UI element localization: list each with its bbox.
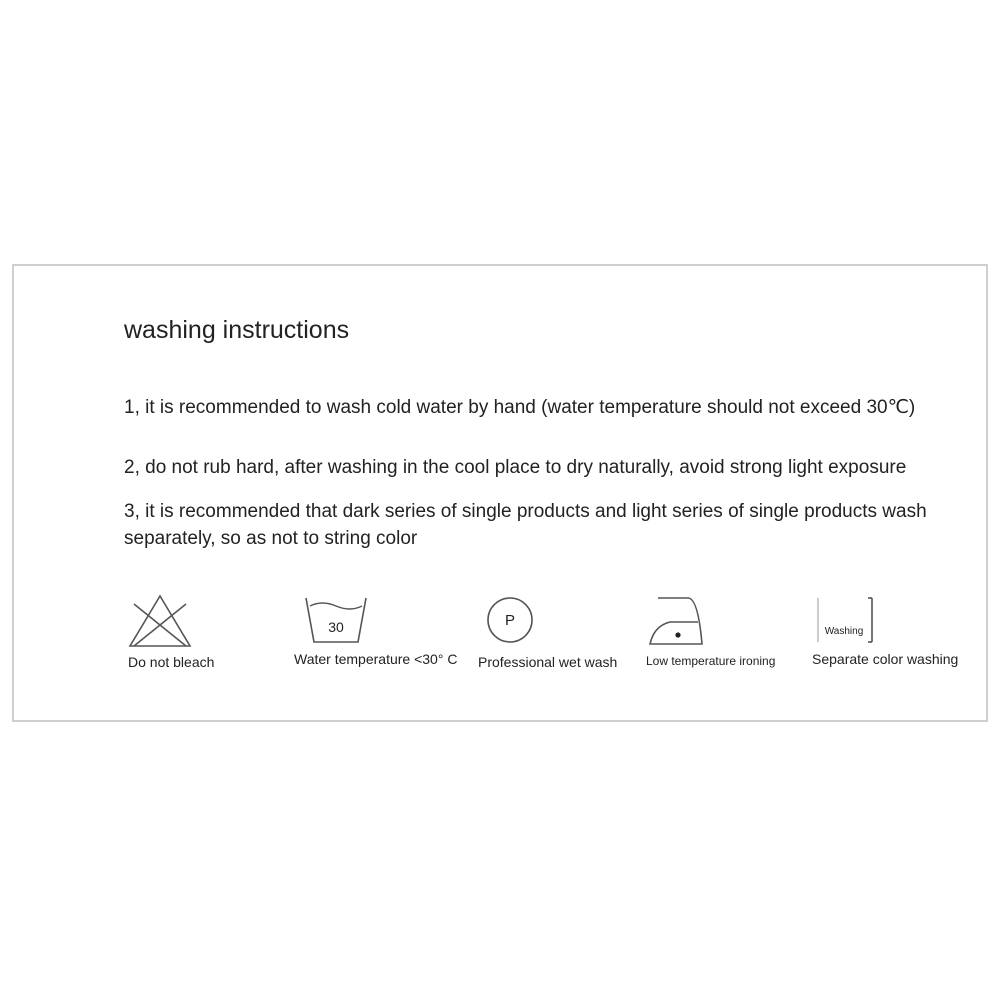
separate-wash-icon xyxy=(816,594,880,648)
professional-wet-clean-text: P xyxy=(504,612,516,629)
separate-wash-text: Washing xyxy=(824,626,864,637)
wash-tub-temp-text: 30 xyxy=(328,619,344,635)
instruction-3: 3, it is recommended that dark series of single products and light series of single products wash separately, so as not to string color xyxy=(124,501,927,549)
no-bleach-label: Do not bleach xyxy=(128,654,215,670)
iron-low-icon xyxy=(648,594,708,648)
no-bleach-icon xyxy=(128,594,192,650)
wash-tub-icon xyxy=(302,594,370,646)
professional-wet-clean-icon xyxy=(484,594,536,646)
page-title: washing instructions xyxy=(124,316,350,344)
separate-wash-label: Separate color washing xyxy=(812,651,959,667)
professional-wet-clean-label: Professional wet wash xyxy=(478,654,618,670)
wash-tub-label: Water temperature <30° C xyxy=(294,651,458,667)
washing-instructions-card xyxy=(12,264,988,722)
instruction-2: 2, do not rub hard, after washing in the cool place to dry naturally, avoid strong light exposure xyxy=(124,457,907,478)
iron-low-label: Low temperature ironing xyxy=(646,654,776,668)
instruction-1: 1, it is recommended to wash cold water by hand (water temperature should not exceed 30℃) xyxy=(124,397,916,418)
